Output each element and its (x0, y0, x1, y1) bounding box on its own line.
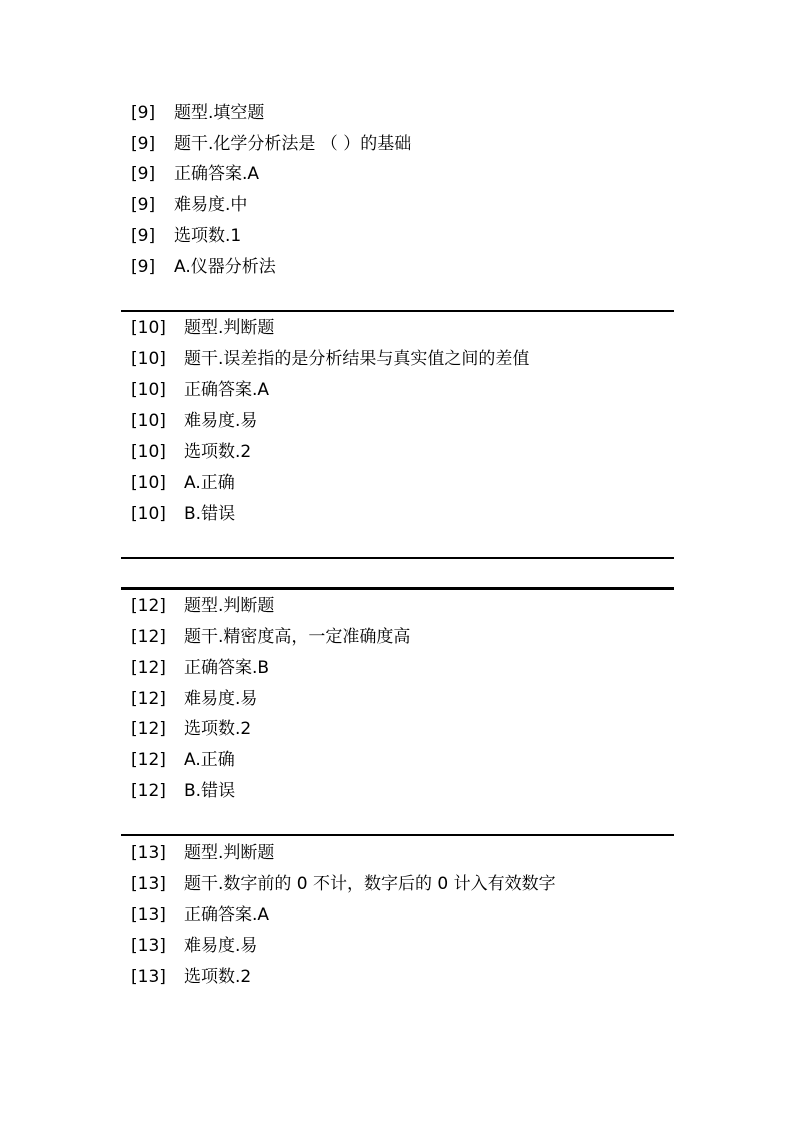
option-b: B.错误 (184, 504, 236, 524)
question-9-line (131, 225, 242, 247)
question-9-line (131, 163, 260, 185)
separator-rule (121, 834, 674, 836)
question-12-line (131, 749, 235, 771)
question-number: [9] (131, 195, 156, 215)
question-number: [13] (131, 874, 166, 894)
question-type: 题型.填空题 (174, 103, 265, 123)
question-13-line (131, 935, 258, 957)
question-number: [9] (131, 257, 156, 277)
question-9-line (131, 102, 265, 124)
question-type: 题型.判断题 (184, 318, 275, 338)
question-number: [10] (131, 349, 166, 369)
correct-answer: 正确答案.B (184, 658, 270, 678)
question-number: [10] (131, 442, 166, 462)
question-stem: 题干.精密度高，一定准确度高 (184, 627, 411, 647)
difficulty: 难易度.中 (174, 195, 248, 215)
question-13-line (131, 966, 252, 988)
question-number: [13] (131, 905, 166, 925)
question-10-line (131, 441, 252, 463)
question-number: [12] (131, 719, 166, 739)
question-stem: 题干.化学分析法是 （ ）的基础 (174, 134, 412, 154)
question-9-line (131, 256, 276, 278)
question-number: [10] (131, 411, 166, 431)
question-12-line (131, 626, 411, 648)
question-number: [9] (131, 226, 156, 246)
difficulty: 难易度.易 (184, 936, 258, 956)
question-13-line (131, 873, 556, 895)
question-number: [12] (131, 658, 166, 678)
separator-rule (121, 557, 674, 559)
question-12-line (131, 657, 270, 679)
question-13-line (131, 842, 275, 864)
question-10-line (131, 410, 258, 432)
question-type: 题型.判断题 (184, 843, 275, 863)
question-number: [10] (131, 318, 166, 338)
option-count: 选项数.1 (174, 226, 242, 246)
question-type: 题型.判断题 (184, 596, 275, 616)
difficulty: 难易度.易 (184, 411, 258, 431)
question-number: [10] (131, 380, 166, 400)
question-13-line (131, 904, 270, 926)
question-12-line (131, 688, 258, 710)
question-number: [12] (131, 596, 166, 616)
question-number: [10] (131, 473, 166, 493)
question-number: [9] (131, 134, 156, 154)
option-count: 选项数.2 (184, 967, 252, 987)
option-count: 选项数.2 (184, 442, 252, 462)
question-stem: 题干.数字前的 0 不计，数字后的 0 计入有效数字 (184, 874, 556, 894)
question-number: [12] (131, 750, 166, 770)
question-10-line (131, 503, 236, 525)
correct-answer: 正确答案.A (184, 905, 270, 925)
option-count: 选项数.2 (184, 719, 252, 739)
option-a: A.正确 (184, 473, 235, 493)
question-10-line (131, 379, 270, 401)
question-number: [10] (131, 504, 166, 524)
difficulty: 难易度.易 (184, 689, 258, 709)
question-number: [13] (131, 967, 166, 987)
question-number: [13] (131, 843, 166, 863)
question-stem: 题干.误差指的是分析结果与真实值之间的差值 (184, 349, 530, 369)
question-number: [12] (131, 627, 166, 647)
separator-rule (121, 587, 674, 590)
question-9-line (131, 194, 248, 216)
question-number: [9] (131, 103, 156, 123)
option-a: A.仪器分析法 (174, 257, 276, 277)
question-number: [9] (131, 164, 156, 184)
question-9-line (131, 133, 412, 155)
correct-answer: 正确答案.A (174, 164, 260, 184)
question-number: [12] (131, 781, 166, 801)
correct-answer: 正确答案.A (184, 380, 270, 400)
separator-rule (121, 310, 674, 312)
question-10-line (131, 317, 275, 339)
question-12-line (131, 595, 275, 617)
question-12-line (131, 780, 236, 802)
question-number: [13] (131, 936, 166, 956)
option-a: A.正确 (184, 750, 235, 770)
question-12-line (131, 718, 252, 740)
question-number: [12] (131, 689, 166, 709)
option-b: B.错误 (184, 781, 236, 801)
question-10-line (131, 348, 530, 370)
question-10-line (131, 472, 235, 494)
